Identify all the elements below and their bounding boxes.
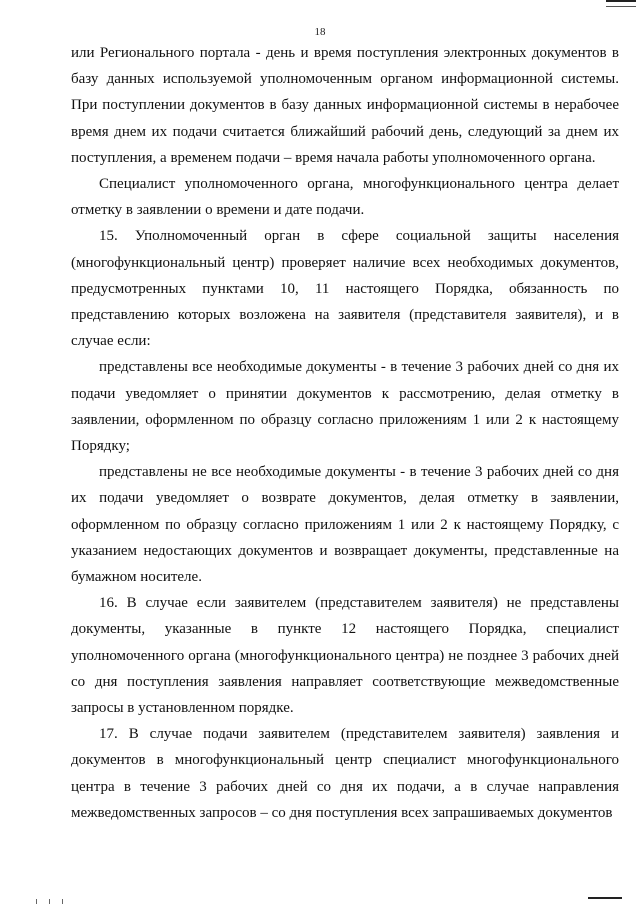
paragraph-item-15: 15. Уполномоченный орган в сфере социальной защиты населения (многофункциональный центр) проверяет наличие всех необходимых документов, предусмотренных пунктами 10, 11 настоящего Порядка, обязанность по представлению которых возложена на заявителя (представителя заявителя), и в случае если: <box>71 228 619 350</box>
scan-artifact-top <box>606 0 636 7</box>
page-number: 18 <box>314 26 326 38</box>
paragraph-item-17: 17. В случае подачи заявителем (представителем заявителя) заявления и документов в многофункциональный центр специалист многофункционального центра в течение 3 рабочих дней со дня их подачи, а в случае направления межведомственных запросов – со дня поступления всех запрашиваемых документов <box>71 726 619 821</box>
paragraph-continuation: или Регионального портала - день и время поступления электронных документов в базу данных используемой уполномоченным органом информационной системы. При поступлении документов в базу данных информационной системы в нерабочее время днем их подачи считается ближайший рабочий день, следующий за днем их поступления, а временем подачи – время начала работы уполномоченного органа. <box>71 45 619 166</box>
paragraph-item-16: 16. В случае если заявителем (представителем заявителя) не представлены документы, указанные в пункте 12 настоящего Порядка, специалист уполномоченного органа (многофункционального центра) не позднее 3 рабочих дней со дня поступления заявления направляет соответствующие межведомственные запросы в установленном порядке. <box>71 595 619 717</box>
document-body <box>71 40 619 826</box>
paragraph-specialist-note: Специалист уполномоченного органа, многофункционального центра делает отметку в заявлении о времени и дате подачи. <box>71 176 619 219</box>
paragraph-item-15-case-not-all: представлены не все необходимые документы - в течение 3 рабочих дней со дня их подачи уведомляет о возврате документов, делая отметку в заявлении, оформленном по образцу согласно приложениям 1 или 2 к настоящему Порядку, с указанием недостающих документов и возвращает документы, представленные на бумажном носителе. <box>71 464 619 586</box>
scan-artifact-bottom <box>588 897 622 899</box>
paragraph-item-15-case-all: представлены все необходимые документы - в течение 3 рабочих дней со дня их подачи уведомляет о принятии документов к рассмотрению, делая отметку в заявлении, оформленном по образцу согласно приложениям 1 или 2 к настоящему Порядку; <box>71 359 619 455</box>
scan-artifact-ticks <box>36 891 76 897</box>
